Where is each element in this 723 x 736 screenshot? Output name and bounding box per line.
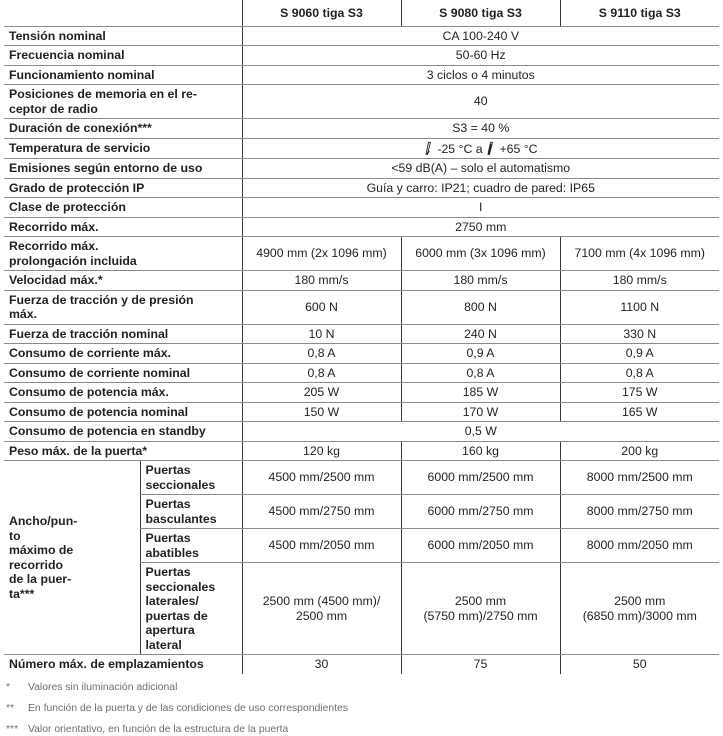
table-cell-value: 0,9 A xyxy=(401,344,560,364)
table-row-label: Grado de protección IP xyxy=(4,178,242,198)
table-cell-value: 0,8 A xyxy=(242,344,401,364)
table-cell-value: 170 W xyxy=(401,402,560,422)
header-cell-model-1: S 9060 tiga S3 xyxy=(242,0,401,26)
table-cell-value-merged: <59 dB(A) – solo el automatismo xyxy=(242,159,719,179)
footnote-text: Valor orientativo, en función de la estructura de la puerta xyxy=(28,724,289,736)
table-row xyxy=(4,26,719,46)
table-cell-value: 185 W xyxy=(401,383,560,403)
table-row-label: Consumo de potencia nominal xyxy=(4,402,242,422)
table-cell-value: 7100 mm (4x 1096 mm) xyxy=(560,237,719,271)
table-row xyxy=(4,324,719,344)
table-cell-value: 8000 mm/2050 mm xyxy=(560,529,719,563)
table-row-label: Posiciones de memoria en el re- ceptor de radio xyxy=(4,85,242,119)
table-cell-value: 10 N xyxy=(242,324,401,344)
table-cell-value: 8000 mm/2750 mm xyxy=(560,495,719,529)
table-cell-value: 4500 mm/2750 mm xyxy=(242,495,401,529)
table-row-label: Duración de conexión*** xyxy=(4,119,242,139)
footnote-marker: * xyxy=(6,681,11,693)
table-cell-value: 800 N xyxy=(401,290,560,324)
table-cell-value: 0,8 A xyxy=(242,363,401,383)
table-cell-value: 6000 mm/2500 mm xyxy=(401,461,560,495)
table-cell-value: 30 xyxy=(242,655,401,674)
table-cell-value: 0,9 A xyxy=(560,344,719,364)
table-cell-value-merged: 40 xyxy=(242,85,719,119)
table-row-label: Clase de protección xyxy=(4,198,242,218)
table-cell-value: 1100 N xyxy=(560,290,719,324)
table-cell-value: 600 N xyxy=(242,290,401,324)
table-cell-value: 330 N xyxy=(560,324,719,344)
table-cell-value: 75 xyxy=(401,655,560,674)
table-cell-value-merged: 50-60 Hz xyxy=(242,46,719,66)
table-row xyxy=(4,344,719,364)
table-cell-value: 175 W xyxy=(560,383,719,403)
table-cell-value: 6000 mm/2750 mm xyxy=(401,495,560,529)
table-cell-value-merged: -25 °C a +65 °C xyxy=(242,138,719,159)
table-row-last xyxy=(4,655,719,674)
table-row-label: Fuerza de tracción y de presión máx. xyxy=(4,290,242,324)
table-row-label: Peso máx. de la puerta* xyxy=(4,441,242,461)
footnote-marker: ** xyxy=(6,702,15,714)
table-cell-value: 4500 mm/2050 mm xyxy=(242,529,401,563)
table-row-label: Fuerza de tracción nominal xyxy=(4,324,242,344)
table-row xyxy=(4,441,719,461)
table-cell-value: 150 W xyxy=(242,402,401,422)
table-cell-value: 2500 mm (6850 mm)/3000 mm xyxy=(560,563,719,655)
table-cell-value: 165 W xyxy=(560,402,719,422)
table-row xyxy=(4,217,719,237)
table-row xyxy=(4,198,719,218)
table-subrow-label: Puertas seccionales laterales/ puertas de apertura lateral xyxy=(140,563,242,655)
table-cell-value-merged: 2750 mm xyxy=(242,217,719,237)
table-cell-value-merged: I xyxy=(242,198,719,218)
table-row xyxy=(4,290,719,324)
table-row xyxy=(4,85,719,119)
table-cell-value: 180 mm/s xyxy=(401,271,560,291)
table-row-label: Consumo de corriente nominal xyxy=(4,363,242,383)
footnotes xyxy=(6,683,723,736)
table-row xyxy=(4,159,719,179)
table-cell-value: 50 xyxy=(560,655,719,674)
table-cell-value: 8000 mm/2500 mm xyxy=(560,461,719,495)
footnote-marker: *** xyxy=(6,724,19,736)
table-row-label: Velocidad máx.* xyxy=(4,271,242,291)
table-row xyxy=(4,46,719,66)
table-cell-value: 4500 mm/2500 mm xyxy=(242,461,401,495)
table-row-label: Recorrido máx. prolongación incluida xyxy=(4,237,242,271)
table-cell-value-merged: CA 100-240 V xyxy=(242,26,719,46)
table-row-group-item xyxy=(4,461,719,495)
table-cell-value: 240 N xyxy=(401,324,560,344)
table-row xyxy=(4,363,719,383)
table-row xyxy=(4,422,719,442)
table-cell-value-merged: 0,5 W xyxy=(242,422,719,442)
header-cell-blank xyxy=(4,0,242,26)
table-cell-value-merged: S3 = 40 % xyxy=(242,119,719,139)
table-row-label: Recorrido máx. xyxy=(4,217,242,237)
table-cell-value: 180 mm/s xyxy=(242,271,401,291)
table-row-label: Emisiones según entorno de uso xyxy=(4,159,242,179)
table-body xyxy=(4,26,719,674)
table-row xyxy=(4,138,719,159)
table-row-label: Número máx. de emplazamientos xyxy=(9,657,204,671)
table-row-label: Frecuencia nominal xyxy=(4,46,242,66)
table-row-label: Funcionamiento nominal xyxy=(4,65,242,85)
table-row-label: Temperatura de servicio xyxy=(4,138,242,159)
table-row-label: Consumo de potencia máx. xyxy=(4,383,242,403)
table-row xyxy=(4,65,719,85)
table-cell-value: 2500 mm (4500 mm)/ 2500 mm xyxy=(242,563,401,655)
table-cell-value: 2500 mm (5750 mm)/2750 mm xyxy=(401,563,560,655)
table-subrow-label: Puertas basculantes xyxy=(140,495,242,529)
table-cell-value: 200 kg xyxy=(560,441,719,461)
table-row-label: Tensión nominal xyxy=(4,26,242,46)
table-row xyxy=(4,119,719,139)
table-cell-value: 4900 mm (2x 1096 mm) xyxy=(242,237,401,271)
table-cell-value: 205 W xyxy=(242,383,401,403)
table-row-label: Consumo de corriente máx. xyxy=(4,344,242,364)
specification-table xyxy=(4,0,719,674)
table-cell-value: 180 mm/s xyxy=(560,271,719,291)
table-row xyxy=(4,237,719,271)
table-header-row xyxy=(4,0,719,26)
table-cell-value: 0,8 A xyxy=(401,363,560,383)
table-cell-value-merged: 3 ciclos o 4 minutos xyxy=(242,65,719,85)
table-cell-value: 0,8 A xyxy=(560,363,719,383)
footnote-text: En función de la puerta y de las condiciones de uso correspondientes xyxy=(28,702,349,714)
header-cell-model-3: S 9110 tiga S3 xyxy=(560,0,719,26)
footnote-text: Valores sin iluminación adicional xyxy=(28,681,178,693)
footnote xyxy=(6,683,723,693)
header-cell-model-2: S 9080 tiga S3 xyxy=(401,0,560,26)
footnote xyxy=(6,704,723,714)
table-row xyxy=(4,271,719,291)
table-cell-value: 6000 mm (3x 1096 mm) xyxy=(401,237,560,271)
table-cell-value: 160 kg xyxy=(401,441,560,461)
table-cell-value: 6000 mm/2050 mm xyxy=(401,529,560,563)
table-row xyxy=(4,402,719,422)
footnote xyxy=(6,725,723,735)
table-cell-value: 120 kg xyxy=(242,441,401,461)
table-subrow-label: Puertas seccionales xyxy=(140,461,242,495)
table-row xyxy=(4,383,719,403)
table-row-label: Consumo de potencia en standby xyxy=(4,422,242,442)
table-subrow-label: Puertas abatibles xyxy=(140,529,242,563)
table-group-label: Ancho/pun- to máximo de recorrido de la puer- ta*** xyxy=(4,461,140,655)
table-cell-value-merged: Guía y carro: IP21; cuadro de pared: IP65 xyxy=(242,178,719,198)
table-row xyxy=(4,178,719,198)
